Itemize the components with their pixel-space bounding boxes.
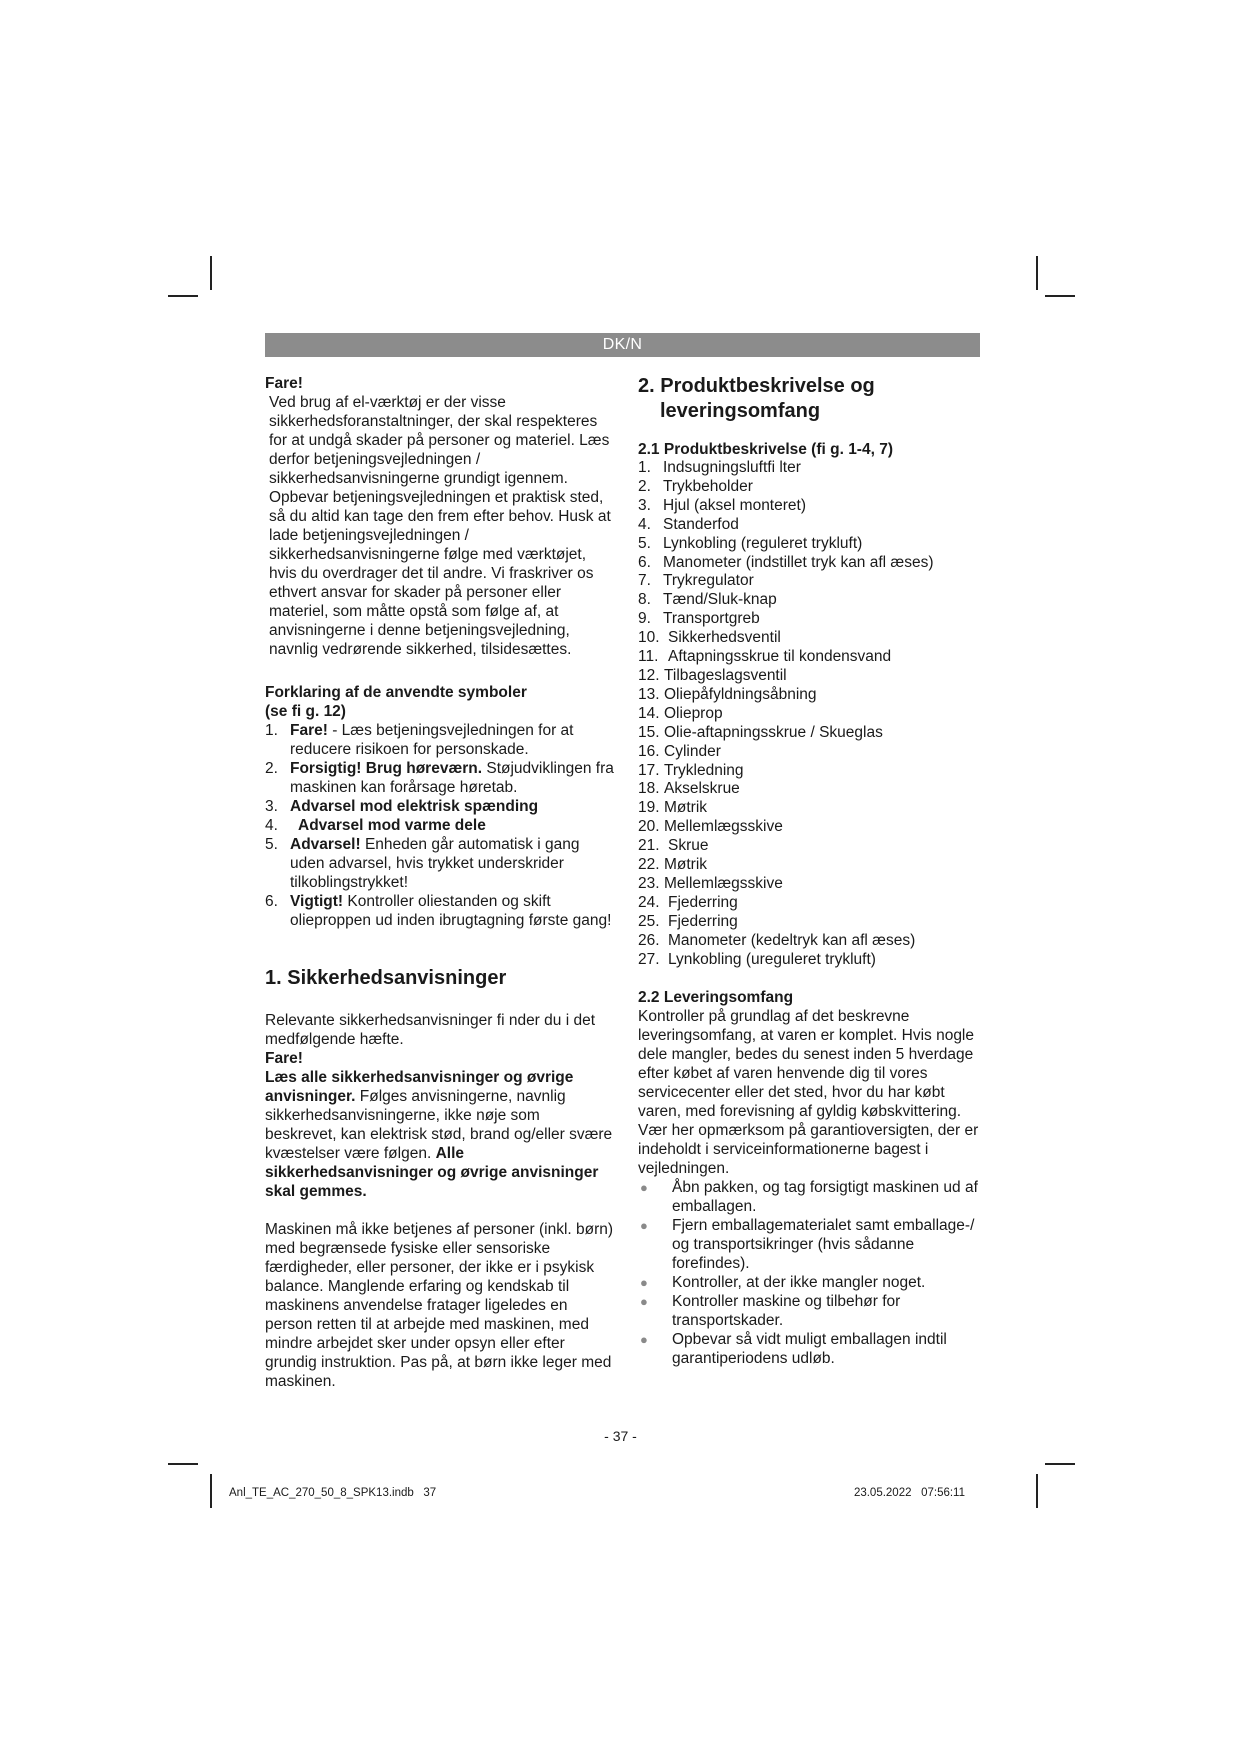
symbol-item: 3. Advarsel mod elektrisk spænding — [265, 798, 539, 815]
crop-mark-bottom-right-vertical — [1036, 1474, 1038, 1508]
part-item: 21. Skrue — [638, 837, 709, 855]
delivery-checklist — [638, 1178, 983, 1368]
symbol-item: 1. Fare! - Læs betjeningsvejledningen for at reducere risikoen for personskade. — [265, 722, 574, 758]
part-item: 4. Standerfod — [638, 515, 739, 533]
part-item: 5. Lynkobling (reguleret trykluft) — [638, 534, 863, 552]
section1-danger-label: Fare! — [265, 1050, 303, 1067]
section1-title: 1. Sikkerhedsanvisninger — [265, 967, 507, 989]
bullet-icon: ● — [640, 1275, 648, 1291]
part-item: 11. Aftapningsskrue til kondensvand — [638, 648, 892, 666]
list-item: ● Fjern emballagematerialet samt emballage-/ og transportsikringer (hvis sådanne forefindes). — [640, 1217, 975, 1273]
print-file-label: Anl_TE_AC_270_50_8_SPK13.indb 37 — [229, 1487, 437, 1499]
list-item: ● Åbn pakken, og tag forsigtigt maskinen ud af emballagen. — [640, 1179, 978, 1216]
part-item: 27. Lynkobling (ureguleret trykluft) — [638, 950, 876, 968]
sub21-title: 2.1 Produktbeskrivelse (fi g. 1-4, 7) — [638, 441, 893, 458]
left-column — [265, 374, 615, 1391]
part-item: 3. Hjul (aksel monteret) — [638, 496, 806, 514]
bullet-icon: ● — [640, 1218, 648, 1234]
right-column — [638, 374, 983, 1368]
part-item: 15. Olie-aftapningsskrue / Skueglas — [638, 723, 883, 741]
part-item: 14. Olieprop — [638, 704, 723, 722]
symbol-item: 4. Advarsel mod varme dele — [265, 817, 486, 834]
part-item: 25. Fjederring — [638, 912, 738, 930]
section2-title-line1: 2. Produktbeskrivelse og — [638, 375, 875, 397]
language-code: DK/N — [602, 336, 643, 353]
part-item: 16. Cylinder — [638, 742, 721, 760]
section1-warning-paragraph: Læs alle sikkerhedsanvisninger og øvrige anvisninger. Følges anvisningerne, navnlig sikkerhedsanvisningerne, ikke nøje som beskrevet, kan elektrisk stød, brand og/eller svære kvæstelser være følgen. Alle sikkerhedsanvisninger og øvrige anvisninger skal gemmes. — [265, 1069, 613, 1200]
crop-mark-top-right-horizontal — [1045, 295, 1075, 297]
symbol-item: 2. Forsigtig! Brug høreværn. Støjudviklingen fra maskinen kan forårsage høretab. — [265, 760, 614, 796]
language-header-bar — [265, 333, 980, 357]
print-timestamp: 23.05.2022 07:56:11 — [853, 1487, 965, 1499]
list-item: ● Kontroller maskine og tilbehør for transportskader. — [640, 1293, 901, 1330]
danger-heading: Fare! — [265, 375, 303, 392]
part-item: 26. Manometer (kedeltryk kan afl æses) — [638, 931, 916, 949]
bullet-icon: ● — [640, 1332, 648, 1348]
parts-list — [638, 459, 983, 969]
list-item: ● Opbevar så vidt muligt emballagen indtil garantiperiodens udløb. — [640, 1331, 947, 1368]
part-item: 9. Transportgreb — [638, 610, 760, 628]
part-item: 24. Fjederring — [638, 893, 738, 911]
part-item: 20. Mellemlægsskive — [638, 818, 783, 836]
list-item: ● Kontroller, at der ikke mangler noget. — [640, 1274, 926, 1292]
symbols-heading-line1: Forklaring af de anvendte symboler — [265, 684, 527, 701]
section1-supervision-paragraph: Maskinen må ikke betjenes af personer (inkl. børn) med begrænsede fysiske eller sensoriske færdigheder, eller personer, der ikke er i psykisk balance. Manglende erfaring og kendskab til maskinens anvendelse fratager ligeledes en person retten til at arbejde med maskinen, med mindre arbejdet sker under opsyn eller efter grundig instruktion. Pas på, at børn ikke leger med maskinen. — [265, 1221, 614, 1390]
part-item: 13. Oliepåfyldningsåbning — [638, 685, 817, 703]
crop-mark-top-right-vertical — [1036, 256, 1038, 290]
sub22-title: 2.2 Leveringsomfang — [638, 989, 794, 1007]
symbol-item: 5. Advarsel! Enheden går automatisk i gang uden advarsel, hvis trykket underskrider tilkoblingstrykket! — [265, 836, 580, 891]
sub22-paragraph: Kontroller på grundlag af det beskrevne leveringsomfang, at varen er komplet. Hvis nogle dele mangler, bedes du senest inden 5 hverdage efter købet af varen henvende dig til vores servicecenter eller det sted, hvor du har købt varen, med forevisning af gyldig købskvittering. Vær her opmærksom på garantioversigten, der er indeholdt i serviceinformationerne bagest i vejledningen. — [638, 1008, 979, 1178]
symbol-item: 6. Vigtigt! Kontroller oliestanden og skift olieproppen ud inden ibrugtagning første gang! — [265, 893, 612, 929]
part-item: 10. Sikkerhedsventil — [638, 629, 781, 647]
symbols-heading-line2: (se fi g. 12) — [265, 703, 346, 720]
section1-intro: Relevante sikkerhedsanvisninger fi nder du i det medfølgende hæfte. — [265, 1012, 595, 1048]
part-item: 18. Akselskrue — [638, 780, 740, 798]
part-item: 19. Møtrik — [638, 799, 708, 817]
danger-paragraph: Ved brug af el-værktøj er der visse sikkerhedsforanstaltninger, der skal respekteres for at undgå skader på personer og materiel. Læs derfor betjeningsvejledningen / sikkerhedsanvisningerne grundigt igennem. Opbevar betjeningsvejledningen et praktisk sted, så du altid kan tage den frem efter behov. Husk at lade betjeningsvejledningen / sikkerhedsanvisningerne følge med værktøjet, hvis du overdrager det til andre. Vi fraskriver os ethvert ansvar for skader på personer eller materiel, som måtte opstå som følge af, at anvisningerne i denne betjeningsvejledning, navnlig vedrørende sikkerhed, tilsidesættes. — [269, 394, 611, 658]
part-item: 2. Trykbeholder — [638, 477, 753, 495]
bullet-icon: ● — [640, 1294, 648, 1310]
crop-mark-bottom-left-vertical — [210, 1474, 212, 1508]
part-item: 1. Indsugningsluftfi lter — [638, 459, 801, 476]
part-item: 6. Manometer (indstillet tryk kan afl æses) — [638, 553, 934, 571]
section2-title-line2: leveringsomfang — [660, 400, 821, 422]
crop-mark-bottom-left-horizontal — [168, 1463, 198, 1465]
part-item: 23. Mellemlægsskive — [638, 874, 783, 892]
bullet-icon: ● — [640, 1180, 648, 1196]
crop-mark-top-left-vertical — [210, 256, 212, 290]
part-item: 22. Møtrik — [638, 856, 708, 874]
part-item: 12. Tilbageslagsventil — [638, 666, 787, 684]
crop-mark-bottom-right-horizontal — [1045, 1463, 1075, 1465]
part-item: 7. Trykregulator — [638, 572, 754, 590]
part-item: 17. Trykledning — [638, 761, 744, 779]
part-item: 8. Tænd/Sluk-knap — [638, 591, 777, 609]
page-number: - 37 - — [604, 1428, 637, 1444]
symbols-list — [265, 721, 615, 930]
crop-mark-top-left-horizontal — [168, 295, 198, 297]
